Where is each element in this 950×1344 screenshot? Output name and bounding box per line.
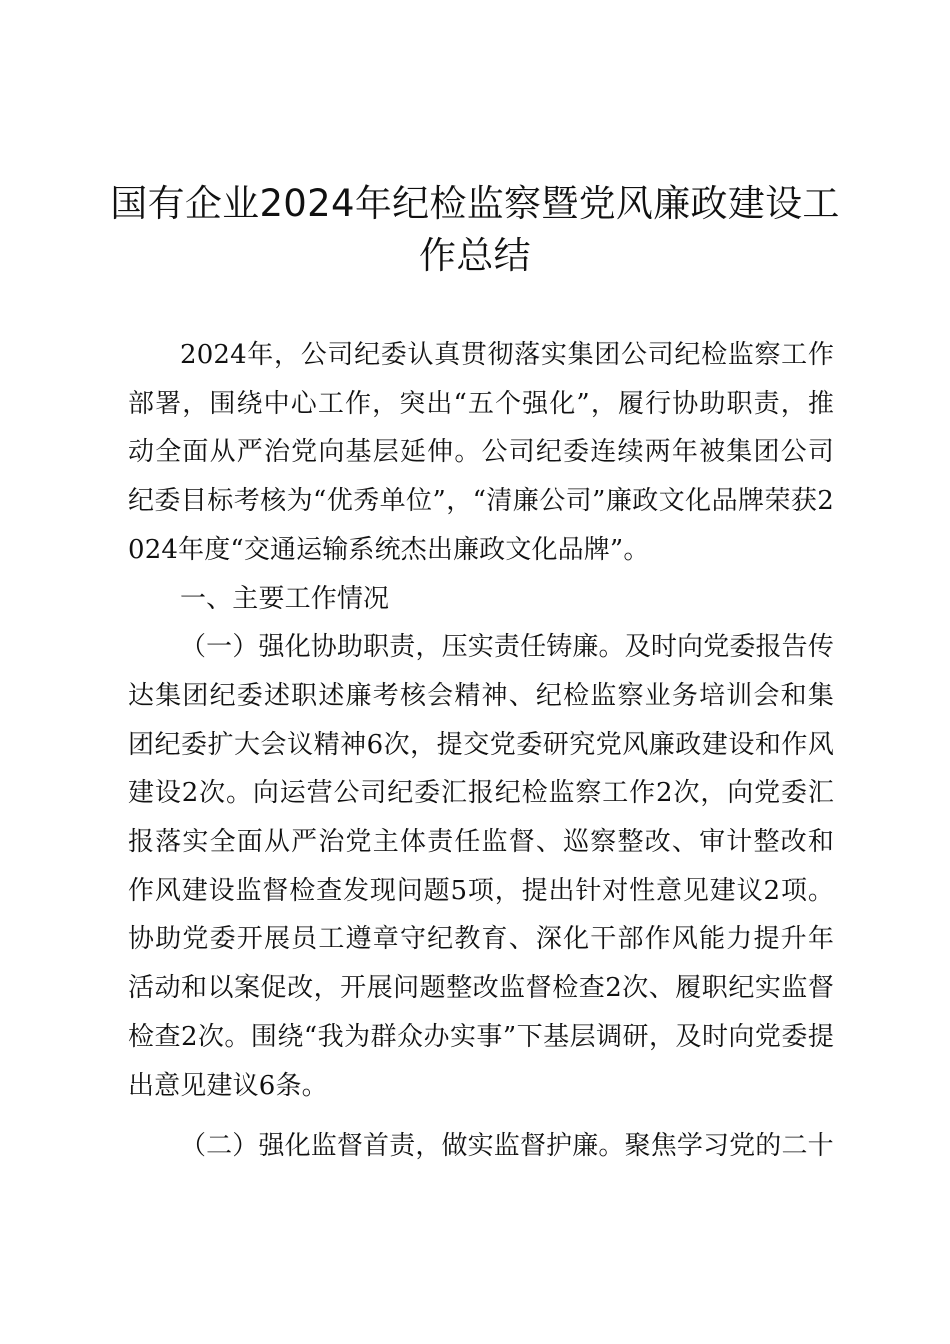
paragraph-item-1: （一）强化协助职责，压实责任铸廉。及时向党委报告传达集团纪委述职述廉考核会精神、纪检监察业务培训会和集团纪委扩大会议精神6次，提交党委研究党风廉政建设和作风建设2次。向运营公司纪委汇报纪检监察工作2次，向党委汇报落实全面从严治党主体责任监督、巡察整改、审计整改和作风建设监督检查发现问题5项，提出针对性意见建议2项。协助党委开展员工遵章守纪教育、深化干部作风能力提升年活动和以案促改，开展问题整改监督检查2次、履职纪实监督检查2次。围绕“我为群众办实事”下基层调研，及时向党委提出意见建议6条。 — [128, 632, 834, 1101]
intro-paragraph: 2024年，公司纪委认真贯彻落实集团公司纪检监察工作部署，围绕中心工作，突出“五个强化”，履行协助职责，推动全面从严治党向基层延伸。公司纪委连续两年被集团公司纪委目标考核为“优秀单位”，“清廉公司”廉政文化品牌荣获2024年度“交通运输系统杰出廉政文化品牌”。 — [128, 340, 834, 565]
paragraph-item-2: （二）强化监督首责，做实监督护廉。聚焦学习党的二十 — [180, 1131, 834, 1162]
document-body — [128, 331, 834, 1171]
document-title: 国有企业2024年纪检监察暨党风廉政建设工作总结 — [110, 182, 840, 277]
section-heading-main-work: 一、主要工作情况 — [180, 583, 390, 614]
